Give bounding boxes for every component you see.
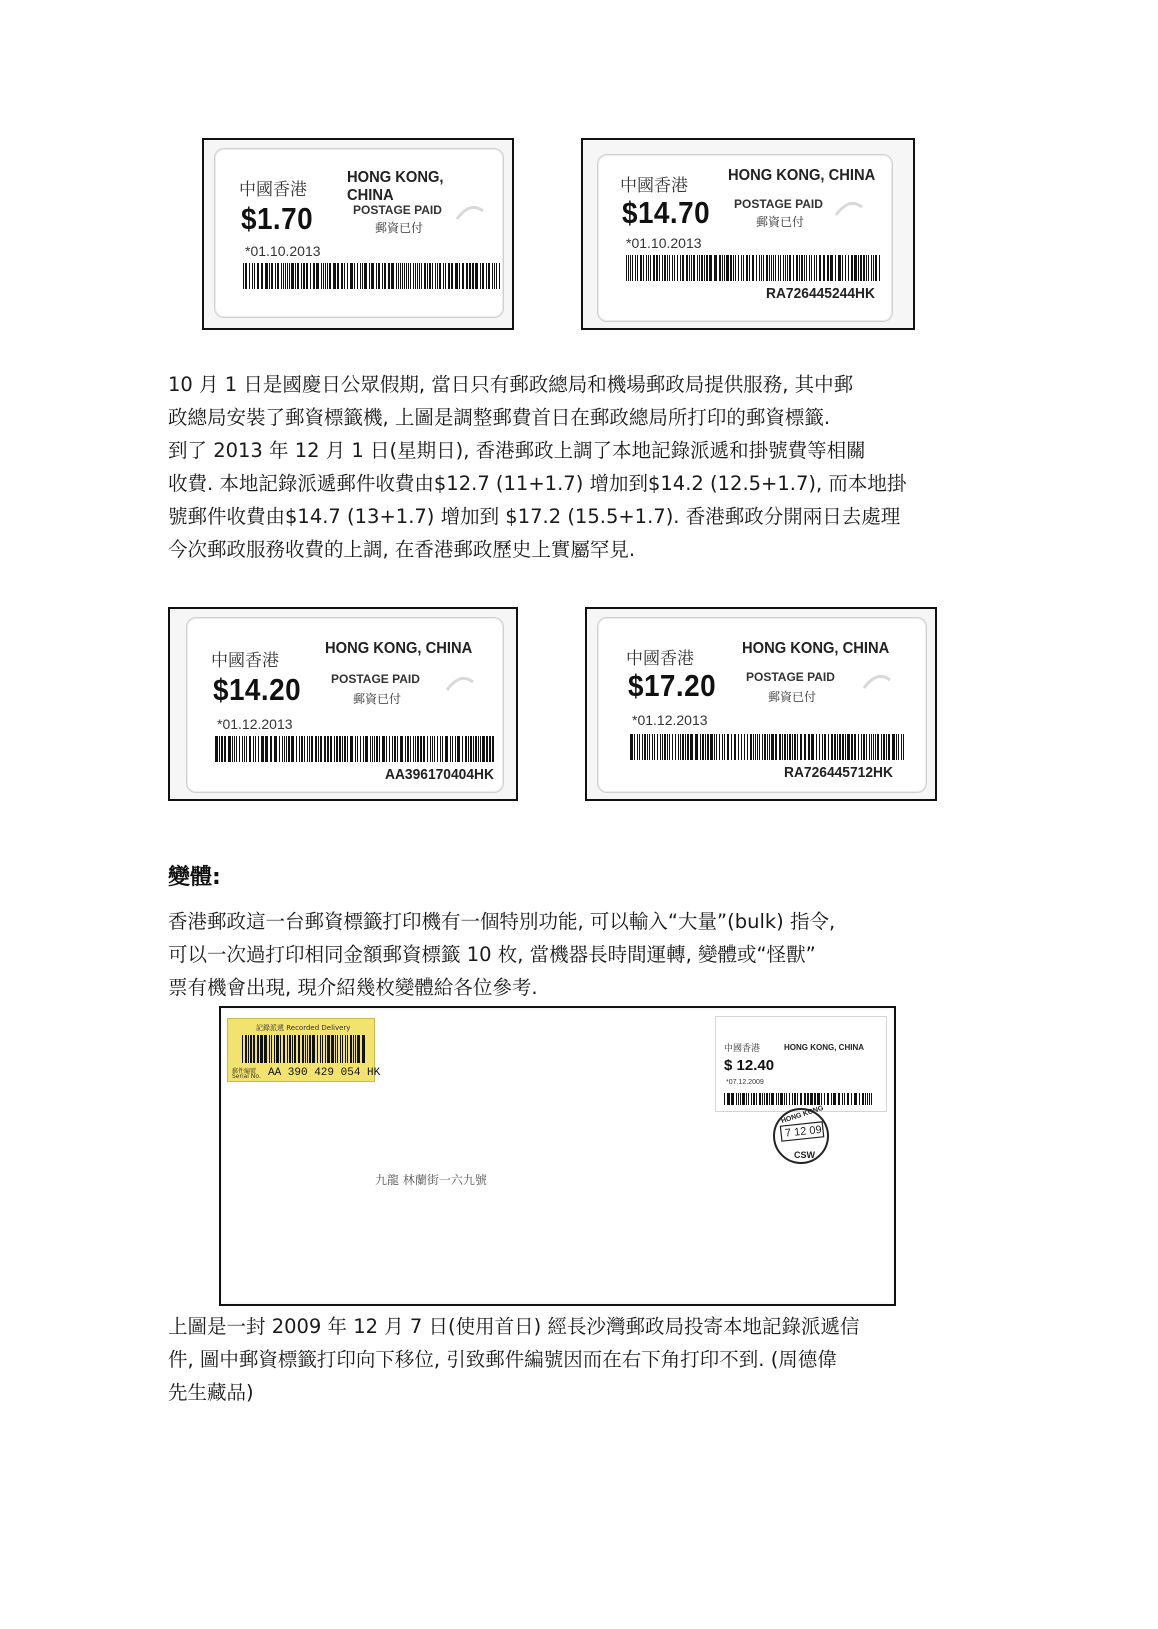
barcode bbox=[243, 263, 501, 289]
label-serial-number: RA726445712HK bbox=[784, 764, 893, 781]
text-line: 號郵件收費由$14.7 (13+1.7) 增加到 $17.2 (15.5+1.7). 香港郵政分開兩日去處理 bbox=[168, 505, 901, 528]
text-line: 件, 圖中郵資標籤打印向下移位, 引致郵件編號因而在右下角打印不到. (周德偉 bbox=[168, 1348, 837, 1371]
postage-label bbox=[597, 617, 927, 793]
postage-label bbox=[186, 617, 504, 793]
postmark-date: 7 12 09 bbox=[784, 1123, 823, 1140]
label-photo-frame bbox=[168, 607, 518, 801]
label-serial-number: AA396170404HK bbox=[385, 766, 494, 783]
label-serial-number: RA726445244HK bbox=[766, 285, 875, 302]
postmark-bottom: CSW bbox=[794, 1150, 815, 1160]
label-cn-region: 中國香港 bbox=[724, 1044, 761, 1054]
label-postage-paid-cn: 郵資已付 bbox=[353, 692, 402, 706]
serial-label-en: Serial No. bbox=[232, 1073, 261, 1080]
text-line: 政總局安裝了郵資標籤機, 上圖是調整郵費首日在郵政總局所打印的郵資標籤. bbox=[168, 406, 831, 429]
label-cn-region: 中國香港 bbox=[239, 180, 307, 200]
label-date: *01.12.2013 bbox=[217, 716, 293, 732]
label-postage-paid: POSTAGE PAID bbox=[746, 670, 835, 684]
label-date: *01.12.2013 bbox=[632, 712, 708, 728]
recorded-delivery-title: 記錄派遞 Recorded Delivery bbox=[256, 1024, 351, 1032]
label-amount: $1.70 bbox=[241, 201, 314, 236]
label-en-region: HONG KONG, CHINA bbox=[784, 1043, 864, 1052]
postmark-icon bbox=[761, 1102, 843, 1174]
label-date: *07.12.2009 bbox=[726, 1079, 764, 1086]
section-heading: 變體: bbox=[168, 865, 221, 890]
label-postage-paid: POSTAGE PAID bbox=[734, 197, 823, 211]
barcode bbox=[242, 1035, 366, 1063]
label-photo-frame bbox=[202, 138, 514, 330]
label-photo-frame bbox=[581, 138, 915, 330]
label-postage-paid: POSTAGE PAID bbox=[331, 672, 420, 686]
paragraph-variety-intro bbox=[168, 905, 835, 1004]
label-en-region: HONG KONG, CHINA bbox=[347, 169, 444, 204]
text-line: 先生藏品) bbox=[168, 1381, 254, 1404]
label-postage-paid: POSTAGE PAID bbox=[353, 203, 442, 217]
label-en-region: HONG KONG, CHINA bbox=[728, 167, 876, 184]
hongkong-post-logo-icon bbox=[445, 672, 475, 694]
label-date: *01.10.2013 bbox=[245, 243, 321, 259]
hongkong-post-logo-icon bbox=[455, 201, 485, 223]
label-en-region: HONG KONG, CHINA bbox=[742, 640, 890, 657]
label-postage-paid-cn: 郵資已付 bbox=[768, 690, 817, 704]
label-cn-region: 中國香港 bbox=[211, 651, 279, 671]
recorded-delivery-serial: AA 390 429 054 HK bbox=[268, 1067, 381, 1079]
hongkong-post-logo-icon bbox=[862, 670, 892, 692]
label-en-region: HONG KONG, CHINA bbox=[325, 640, 473, 657]
barcode bbox=[630, 734, 906, 760]
label-date: *01.10.2013 bbox=[626, 235, 702, 251]
postage-label bbox=[715, 1016, 887, 1112]
text-line: 上圖是一封 2009 年 12 月 7 日(使用首日) 經長沙灣郵政局投寄本地記錄派遞信 bbox=[168, 1315, 860, 1338]
label-amount: $ 12.40 bbox=[724, 1057, 775, 1074]
postage-label bbox=[214, 148, 504, 318]
label-photo-frame bbox=[585, 607, 937, 801]
text-line: 到了 2013 年 12 月 1 日(星期日), 香港郵政上調了本地記錄派遞和掛號費等相關 bbox=[168, 439, 866, 462]
paragraph-postage-adjustment bbox=[168, 368, 906, 566]
text-line: 票有機會出現, 現介紹幾枚變體給各位參考. bbox=[168, 976, 538, 999]
label-postage-paid-cn: 郵資已付 bbox=[375, 221, 424, 235]
text-line: 今次郵政服務收費的上調, 在香港郵政歷史上實屬罕見. bbox=[168, 538, 636, 561]
hongkong-post-logo-icon bbox=[834, 197, 864, 219]
barcode bbox=[626, 255, 880, 281]
envelope-photo bbox=[219, 1006, 896, 1306]
text-line: 收費. 本地記錄派遞郵件收費由$12.7 (11+1.7) 增加到$14.2 (12.5+1.7), 而本地掛 bbox=[168, 472, 907, 495]
postage-label bbox=[597, 154, 893, 322]
text-line: 香港郵政這一台郵資標籤打印機有一個特別功能, 可以輸入“大量”(bulk) 指令, bbox=[168, 910, 836, 933]
label-cn-region: 中國香港 bbox=[620, 176, 688, 196]
postmark-top: HONG KONG bbox=[780, 1104, 825, 1126]
paragraph-envelope-caption bbox=[168, 1310, 859, 1409]
recipient-address: 九龍 林蘭街一六九號 bbox=[375, 1173, 487, 1187]
label-amount: $14.20 bbox=[213, 672, 302, 707]
label-amount: $17.20 bbox=[628, 668, 717, 703]
barcode bbox=[215, 736, 495, 762]
serial-label-cn: 郵件編號 bbox=[232, 1068, 257, 1075]
text-line: 可以一次過打印相同金額郵資標籤 10 枚, 當機器長時間運轉, 變體或“怪獸” bbox=[168, 943, 816, 966]
recorded-delivery-sticker bbox=[227, 1018, 381, 1082]
label-amount: $14.70 bbox=[622, 195, 711, 230]
label-cn-region: 中國香港 bbox=[626, 649, 694, 669]
label-postage-paid-cn: 郵資已付 bbox=[756, 215, 805, 229]
text-line: 10 月 1 日是國慶日公眾假期, 當日只有郵政總局和機場郵政局提供服務, 其中郵 bbox=[168, 373, 854, 396]
